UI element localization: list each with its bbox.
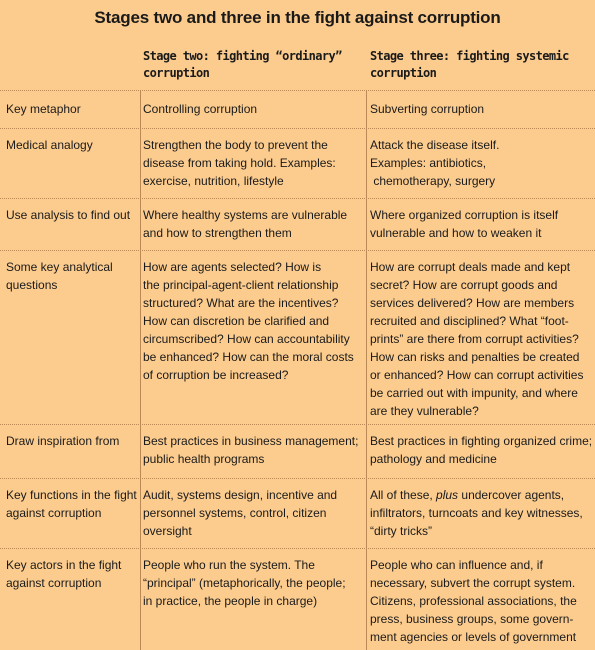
row-divider bbox=[0, 250, 595, 251]
text-line: against corruption bbox=[6, 506, 102, 520]
text-line: Where organized corruption is itself bbox=[370, 208, 559, 222]
text-line: and how to strengthen them bbox=[143, 226, 292, 240]
text-line: press, business groups, some govern- bbox=[370, 612, 574, 626]
text-line: Attack the disease itself. bbox=[370, 138, 500, 152]
text-line: Key actors in the fight bbox=[6, 558, 122, 572]
text-line: How are agents selected? How is bbox=[143, 260, 322, 274]
row-divider bbox=[0, 198, 595, 199]
stage-three-cell bbox=[370, 136, 592, 190]
stage-three-cell bbox=[370, 258, 592, 420]
stage-two-cell bbox=[143, 100, 367, 118]
text-line: be enhanced? How can the moral costs bbox=[143, 350, 354, 364]
stage-two-cell bbox=[143, 258, 367, 384]
row-divider bbox=[0, 478, 595, 479]
column-header-line: corruption bbox=[370, 66, 437, 80]
row-label bbox=[6, 206, 138, 224]
row-label bbox=[6, 258, 138, 294]
text-line: questions bbox=[6, 278, 58, 292]
table-title: Stages two and three in the fight against corruption bbox=[94, 8, 501, 27]
text-line: People who can influence and, if bbox=[370, 558, 543, 572]
text-line: Subverting corruption bbox=[370, 102, 485, 116]
text-line: circumscribed? How can accountability bbox=[143, 332, 350, 346]
text-line: personnel systems, control, citizen bbox=[143, 506, 327, 520]
text-line: How can risks and penalties be created bbox=[370, 350, 580, 364]
text-line: prints” are there from corrupt activities? bbox=[370, 332, 579, 346]
text-line: recruited and disciplined? What “foot- bbox=[370, 314, 569, 328]
text-line: disease from taking hold. Examples: bbox=[143, 156, 336, 170]
column-header-stage-three bbox=[370, 48, 580, 82]
row-divider bbox=[0, 424, 595, 425]
text-line: “dirty tricks” bbox=[370, 524, 432, 538]
stage-three-cell bbox=[370, 556, 592, 646]
text-line: Key functions in the fight bbox=[6, 488, 137, 502]
text-line: Controlling corruption bbox=[143, 102, 258, 116]
text-line: Some key analytical bbox=[6, 260, 113, 274]
row-label bbox=[6, 136, 138, 154]
text-line: How are corrupt deals made and kept bbox=[370, 260, 571, 274]
row-label bbox=[6, 432, 138, 450]
text-line: Key metaphor bbox=[6, 102, 81, 116]
text-line: the principal-agent-client relationship bbox=[143, 278, 339, 292]
stage-two-cell bbox=[143, 206, 367, 242]
text-line: Draw inspiration from bbox=[6, 434, 120, 448]
text-line: are they vulnerable? bbox=[370, 404, 479, 418]
text-line: structured? What are the incentives? bbox=[143, 296, 339, 310]
text-line: ment agencies or levels of government bbox=[370, 630, 577, 644]
column-header-line: corruption bbox=[143, 66, 210, 80]
text-line: Use analysis to find out bbox=[6, 208, 131, 222]
row-label bbox=[6, 100, 138, 118]
row-divider bbox=[0, 128, 595, 129]
column-header-stage-two bbox=[143, 48, 353, 82]
text-line: exercise, nutrition, lifestyle bbox=[143, 174, 284, 188]
text-line: oversight bbox=[143, 524, 192, 538]
row-label bbox=[6, 486, 138, 522]
text-line: in practice, the people in charge) bbox=[143, 594, 318, 608]
text-line: People who run the system. The bbox=[143, 558, 315, 572]
text-line: Examples: antibiotics, bbox=[370, 156, 487, 170]
text-line: Best practices in business management; bbox=[143, 434, 359, 448]
text-line: pathology and medicine bbox=[370, 452, 497, 466]
stage-two-cell bbox=[143, 556, 367, 610]
stage-three-cell bbox=[370, 100, 592, 118]
text-line: public health programs bbox=[143, 452, 265, 466]
text-line: be carried out with impunity, and where bbox=[370, 386, 578, 400]
text-line: Strengthen the body to prevent the bbox=[143, 138, 328, 152]
text-line: Audit, systems design, incentive and bbox=[143, 488, 338, 502]
row-divider bbox=[0, 90, 595, 91]
text-line: Citizens, professional associations, the bbox=[370, 594, 577, 608]
text-line: Where healthy systems are vulnerable bbox=[143, 208, 348, 222]
text-line: necessary, subvert the corrupt system. bbox=[370, 576, 576, 590]
column-header-line: Stage two: fighting “ordinary” bbox=[143, 49, 342, 63]
text-line: vulnerable and how to weaken it bbox=[370, 226, 542, 240]
column-divider bbox=[140, 90, 141, 650]
text-line: secret? How are corrupt goods and bbox=[370, 278, 558, 292]
stage-three-cell bbox=[370, 486, 592, 540]
row-divider bbox=[0, 548, 595, 549]
text-line: All of these, plus undercover agents, bbox=[370, 488, 565, 502]
text-line: How can discretion be clarified and bbox=[143, 314, 330, 328]
stage-three-cell bbox=[370, 432, 592, 468]
column-header-line: Stage three: fighting systemic bbox=[370, 49, 569, 63]
text-line: services delivered? How are members bbox=[370, 296, 575, 310]
stage-two-cell bbox=[143, 486, 367, 540]
text-line: Best practices in fighting organized crime; bbox=[370, 434, 593, 448]
stage-two-cell bbox=[143, 432, 367, 468]
stage-three-cell bbox=[370, 206, 592, 242]
stage-two-cell bbox=[143, 136, 367, 190]
text-line: or enhanced? How can corrupt activities bbox=[370, 368, 584, 382]
text-line: against corruption bbox=[6, 576, 102, 590]
row-label bbox=[6, 556, 138, 592]
text-line: “principal” (metaphorically, the people; bbox=[143, 576, 346, 590]
text-line: infiltrators, turncoats and key witnesses, bbox=[370, 506, 583, 520]
text-line: of corruption be increased? bbox=[143, 368, 289, 382]
text-line: chemotherapy, surgery bbox=[370, 174, 496, 188]
text-line: Medical analogy bbox=[6, 138, 93, 152]
